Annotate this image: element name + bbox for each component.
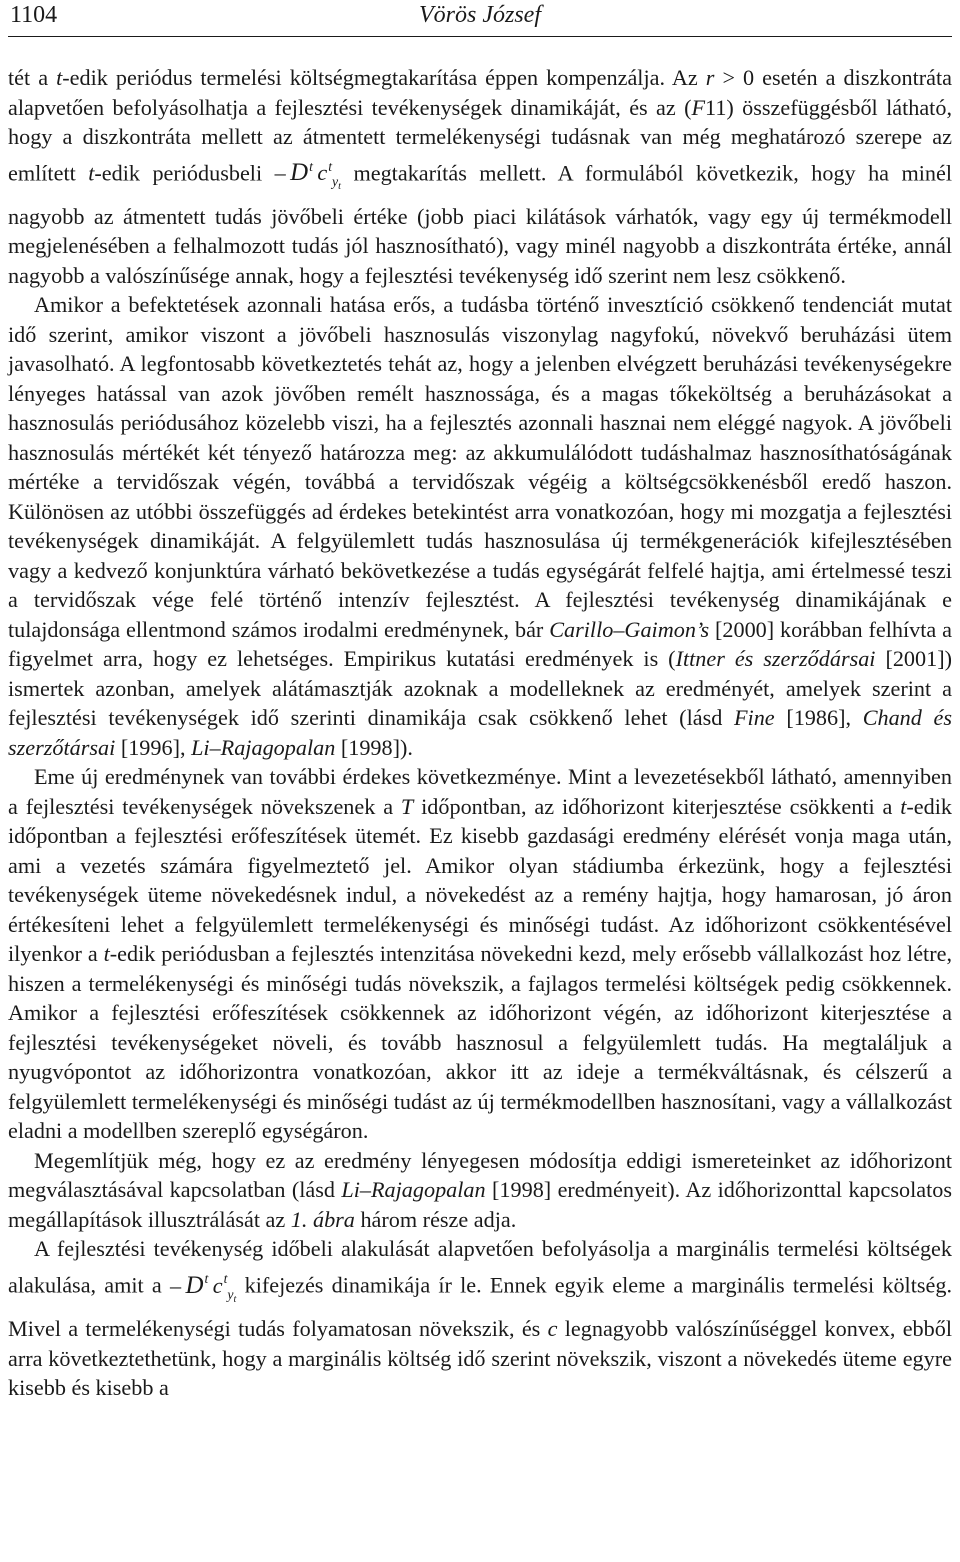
formula-minus-D-c: – $D^t$ $c^t_{y_t}$	[274, 158, 342, 193]
paragraph-1: tét a t-edik periódus termelési költségmegtakarítása éppen kompenzálja. Az r > 0 esetén a diszkontráta alapvetően befolyásolhatja a fejlesztési tevékenységek dinamikáját, és az (F11) összefüggésből látható, hogy a diszkontráta mellett az átmentett termelékenységi tudásnak van még meghatározó szerepe az említett t-edik periódusbeli – $D^t$ $c^t_{y_t}$ megtakarítás mellett. A formulából következik, hogy ha minél nagyobb az átmentett tudás jövőbeli értéke (jobb piaci kilátások várhatók, vagy egy új termékmodell megjelenésében a felhalmozott tudás jól hasznosítható), vagy minél nagyobb a diszkontráta értéke, annál nagyobb a valószínűsége annak, hogy a fejlesztési tevékenység idő szerint nem lesz csökkenő.	[8, 65, 953, 288]
citation: Fine	[733, 705, 775, 731]
paragraph-3: Eme új eredménynek van további érdekes következménye. Mint a levezetésekből látható, amennyiben a fejlesztési tevékenységek növekszenek a T időpontban, az időhorizont kiterjesztése csökkenti a t-edik időpontban a fejlesztési erőfeszítések ütemét. Ez kisebb gazdasági eredmény elérését vonja maga után, ami a vezetés számára figyelmeztető jel. Amikor olyan stádiumba érkezünk, hogy a fejlesztési tevékenységek üteme növekedésnek indul, a növekedést az a remény hajtja, hogy hamarosan, jó áron értékesíteni lehet a felgyülemlett termelékenységi és minőségi tudást. Az időhorizont csökkentésével ilyenkor a t-edik periódusban a fejlesztés intenzitása növekedni kezd, mely erősebb vállalkozást hoz létre, hiszen a termelékenységi és minőségi tudás növekszik, a fajlagos termelési költségek pedig csökkennek. Amikor a fejlesztési erőfeszítések csökkennek az időhorizont végén, az időhorizont kiterjesztése a fejlesztési tevékenységeket növeli, és tovább hasznosul a felgyülemlett tudás. Ha megtaláljuk a nyugvópontot az időhorizontra vonatkozóan, akkor itt az ideje a termékváltásnak, és célszerű a felgyülemlett termelékenységi és minőségi tudást az új termékmodellben hasznosítani, vagy a vállalkozást eladni a modellben szereplő egységáron.	[8, 764, 952, 1144]
citation: Ittner és szerződársai	[675, 646, 876, 672]
paragraph-2: Amikor a befektetések azonnali hatása erős, a tudásba történő invesztíció csökkenő tendenciát mutat idő szerint, amikor viszont a jövőbeli hasznosulás viszonylag nagyfokú, növekvő beruházási ütem javasolható. A legfontosabb következtetés tehát az, hogy a jelenben elvégzett beruházási tevékenységekre lényeges hatással van azok jövőben remélt hasznossága, és a magas tőkeköltség a beruházásokat a hasznosulás periódusához közelebb viszi, ha a fejlesztés azonnali hasznai nem eléggé nagyok. A jövőbeli hasznosulás mértékét két tényező határozza meg: az akkumulálódott tudáshalmaz hasznosíthatóságának mértéke a tervidőszak végén, továbbá a tervidőszak végéig a költségcsökkenésből eredő haszon. Különösen az utóbbi összefüggés ad érdekes betekintést arra vonatkozóan, hogy mi mozgatja a fejlesztési tevékenységek dinamikáját. A felgyülemlett tudás hasznosulása új termékgenerációk kifejlesztésében vagy a kedvező konjunktúra várható bekövetkezése a tudás egységárát felfelé hajtja, ami értelmessé teszi a tervidőszak vége felé történő intenzív fejlesztést. A fejlesztési tevékenység dinamikájának e tulajdonsága ellentmond számos irodalmi eredménynek, bár Carillo–Gaimon’s [2000] korábban felhívta a figyelmet arra, hogy ez lehetséges. Empirikus kutatási eredmények is (Ittner és szerződársai [2001]) ismertek azonban, amelyek alátámasztják azoknak a modelleknek az eredményét, amelyek szerint a fejlesztési tevékenységek idő szerinti dinamikája csak csökkenő lehet (lásd Fine [1986], Chand és szerzőtársai [1996], Li–Rajagopalan [1998]).	[8, 292, 953, 760]
page-number: 1104	[10, 2, 58, 28]
paragraph-4: Megemlítjük még, hogy ez az eredmény lényegesen módosítja eddigi ismereteinket az időhorizont megválasztásával kapcsolatban (lásd Li–Rajagopalan [1998] eredményeit). Az időhorizonttal kapcsolatos megállapítások illusztrálását az 1. ábra három része adja.	[8, 1147, 952, 1232]
body-text	[8, 63, 952, 1403]
figure-reference: 1. ábra	[290, 1206, 355, 1232]
formula-minus-D-c: – $D^t$ $c^t_{y_t}$	[169, 1270, 237, 1305]
citation: Li–Rajagopalan	[191, 734, 336, 760]
citation: Carillo–Gaimon’s	[549, 616, 710, 642]
citation: Li–Rajagopalan	[341, 1177, 486, 1203]
page-header	[8, 0, 952, 37]
citation: Chand és szerzőtársai	[8, 705, 953, 760]
paragraph-5: A fejlesztési tevékenység időbeli alakulását alapvetően befolyásolja a marginális termelési költségek alakulása, amit a – $D^t$ $c^t_{y_t}$ kifejezés dinamikája ír le. Ennek egyik eleme a marginális termelési költség. Mivel a termelékenységi tudás folyamatosan növekszik, és c legnagyobb valószínűséggel konvex, ebből arra következtethetünk, hogy a marginális költség idő szerint növekszik, viszont a növekedés üteme egyre kisebb és kisebb a	[8, 1236, 953, 1401]
running-head: Vörös József	[419, 2, 541, 28]
